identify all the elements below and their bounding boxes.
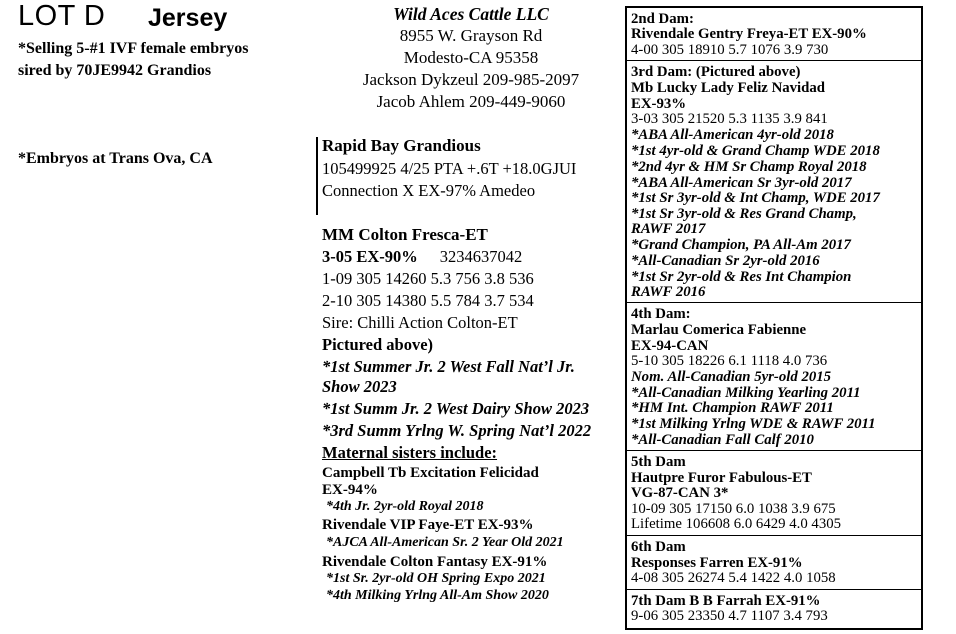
- seller-name: Wild Aces Cattle LLC: [393, 4, 549, 24]
- dam-reg: 3234637042: [439, 247, 523, 266]
- sister-3-award-1: *1st Sr. 2yr-old OH Spring Expo 2021: [326, 571, 546, 586]
- dam4-award: *1st Milking Yrlng WDE & RAWF 2011: [631, 416, 876, 432]
- lot-note-line-2: sired by 70JE9942 Grandios: [18, 62, 212, 79]
- dam3-award: *1st Sr 3yr-old & Res Grand Champ,: [631, 206, 857, 222]
- dam-record-2: 2-10 305 14380 5.5 784 3.7 534: [322, 291, 534, 310]
- dam4-award: Nom. All-Canadian 5yr-old 2015: [631, 369, 832, 385]
- dam3-title: 3rd Dam: (Pictured above): [631, 64, 801, 80]
- dam3-award: *1st Sr 2yr-old & Res Int Champion: [631, 269, 852, 285]
- sister-1-award: *4th Jr. 2yr-old Royal 2018: [326, 499, 484, 514]
- dam7-record: 9-06 305 23350 4.7 1107 3.4 793: [631, 608, 828, 624]
- seller-address: 8955 W. Grayson Rd: [399, 26, 543, 45]
- embryo-location: *Embryos at Trans Ova, CA: [18, 150, 213, 167]
- dam-award-1-cont: Show 2023: [322, 377, 397, 396]
- sire-name: Rapid Bay Grandious: [322, 136, 481, 155]
- dam6-title: 6th Dam: [631, 539, 686, 555]
- sister-2-name: Rivendale VIP Faye-ET EX-93%: [322, 517, 534, 533]
- dam2-title: 2nd Dam:: [631, 11, 694, 27]
- lot-note-line-1: *Selling 5-#1 IVF female embryos: [18, 40, 249, 57]
- dam-pictured: Pictured above): [322, 335, 434, 354]
- dam6-record: 4-08 305 26274 5.4 1422 4.0 1058: [631, 570, 836, 586]
- dam4-score: EX-94-CAN: [631, 338, 709, 354]
- sister-3-name: Rivendale Colton Fantasy EX-91%: [322, 554, 548, 570]
- sire-reg-line: 105499925 4/25 PTA +.6T +18.0GJUI: [322, 159, 577, 178]
- dam4-award: *All-Canadian Milking Yearling 2011: [631, 385, 861, 401]
- seller-contact-1: Jackson Dykzeul 209-985-2097: [362, 70, 580, 89]
- dam4-title: 4th Dam:: [631, 306, 691, 322]
- dam2-record: 4-00 305 18910 5.7 1076 3.9 730: [631, 42, 829, 58]
- dam3-award: RAWF 2016: [631, 284, 706, 300]
- dam-award-3: *3rd Summ Yrlng W. Spring Nat’l 2022: [322, 421, 592, 440]
- dam3-record: 3-03 305 21520 5.3 1135 3.9 841: [631, 111, 828, 127]
- seller-contact-2: Jacob Ahlem 209-449-9060: [376, 92, 566, 111]
- dam3-award: *All-Canadian Sr 2yr-old 2016: [631, 253, 820, 269]
- divider: [627, 589, 921, 590]
- dam-award-1: *1st Summer Jr. 2 West Fall Nat’l Jr.: [322, 357, 575, 376]
- divider: [627, 535, 921, 536]
- dam3-award: *ABA All-American Sr 3yr-old 2017: [631, 175, 852, 191]
- dam-name: MM Colton Fresca-ET: [322, 225, 488, 244]
- dam2-name: Rivendale Gentry Freya-ET EX-90%: [631, 26, 867, 42]
- dam4-name: Marlau Comerica Fabienne: [631, 322, 807, 338]
- lot-label: LOT D: [18, 0, 106, 32]
- divider: [627, 450, 921, 451]
- sister-3-award-2: *4th Milking Yrlng All-Am Show 2020: [326, 588, 549, 603]
- dam3-award: *Grand Champion, PA All-Am 2017: [631, 237, 851, 253]
- dam3-award: *1st Sr 3yr-old & Int Champ, WDE 2017: [631, 190, 880, 206]
- dam-score: 3-05 EX-90%: [322, 247, 418, 266]
- sire-pedigree: Connection X EX-97% Amedeo: [322, 181, 536, 200]
- maternal-sisters-heading: Maternal sisters include:: [322, 443, 498, 462]
- dam3-award: *1st 4yr-old & Grand Champ WDE 2018: [631, 143, 880, 159]
- dam-award-2: *1st Summ Jr. 2 West Dairy Show 2023: [322, 399, 590, 418]
- dam3-score: EX-93%: [631, 96, 687, 112]
- dam6-name: Responses Farren EX-91%: [631, 555, 803, 571]
- sister-1-name: Campbell Tb Excitation Felicidad: [322, 465, 539, 481]
- dam5-score: VG-87-CAN 3*: [631, 485, 729, 501]
- dam4-award: *All-Canadian Fall Calf 2010: [631, 432, 814, 448]
- dam5-title: 5th Dam: [631, 454, 686, 470]
- dam3-award: *2nd 4yr & HM Sr Champ Royal 2018: [631, 159, 867, 175]
- dam-score-line: [322, 246, 522, 268]
- divider: [627, 302, 921, 303]
- dam5-record: 10-09 305 17150 6.0 1038 3.9 675: [631, 501, 836, 517]
- dam5-name: Hautpre Furor Fabulous-ET: [631, 470, 812, 486]
- dam3-name: Mb Lucky Lady Feliz Navidad: [631, 80, 826, 96]
- dam7-title: 7th Dam B B Farrah EX-91%: [631, 593, 821, 609]
- dam4-award: *HM Int. Champion RAWF 2011: [631, 400, 834, 416]
- sister-2-award: *AJCA All-American Sr. 2 Year Old 2021: [326, 535, 564, 550]
- dam-record-1: 1-09 305 14260 5.3 756 3.8 536: [322, 269, 534, 288]
- pedigree-bracket: [316, 137, 318, 215]
- seller-city: Modesto-CA 95358: [403, 48, 539, 67]
- dam5-lifetime: Lifetime 106608 6.0 6429 4.0 4305: [631, 516, 842, 532]
- divider: [627, 60, 921, 61]
- dam3-award: RAWF 2017: [631, 221, 706, 237]
- breed-label: Jersey: [148, 4, 228, 32]
- dam3-award: *ABA All-American 4yr-old 2018: [631, 127, 834, 143]
- sister-1-score: EX-94%: [322, 482, 378, 498]
- dam4-record: 5-10 305 18226 6.1 1118 4.0 736: [631, 353, 828, 369]
- dam-sire: Sire: Chilli Action Colton-ET: [322, 313, 518, 332]
